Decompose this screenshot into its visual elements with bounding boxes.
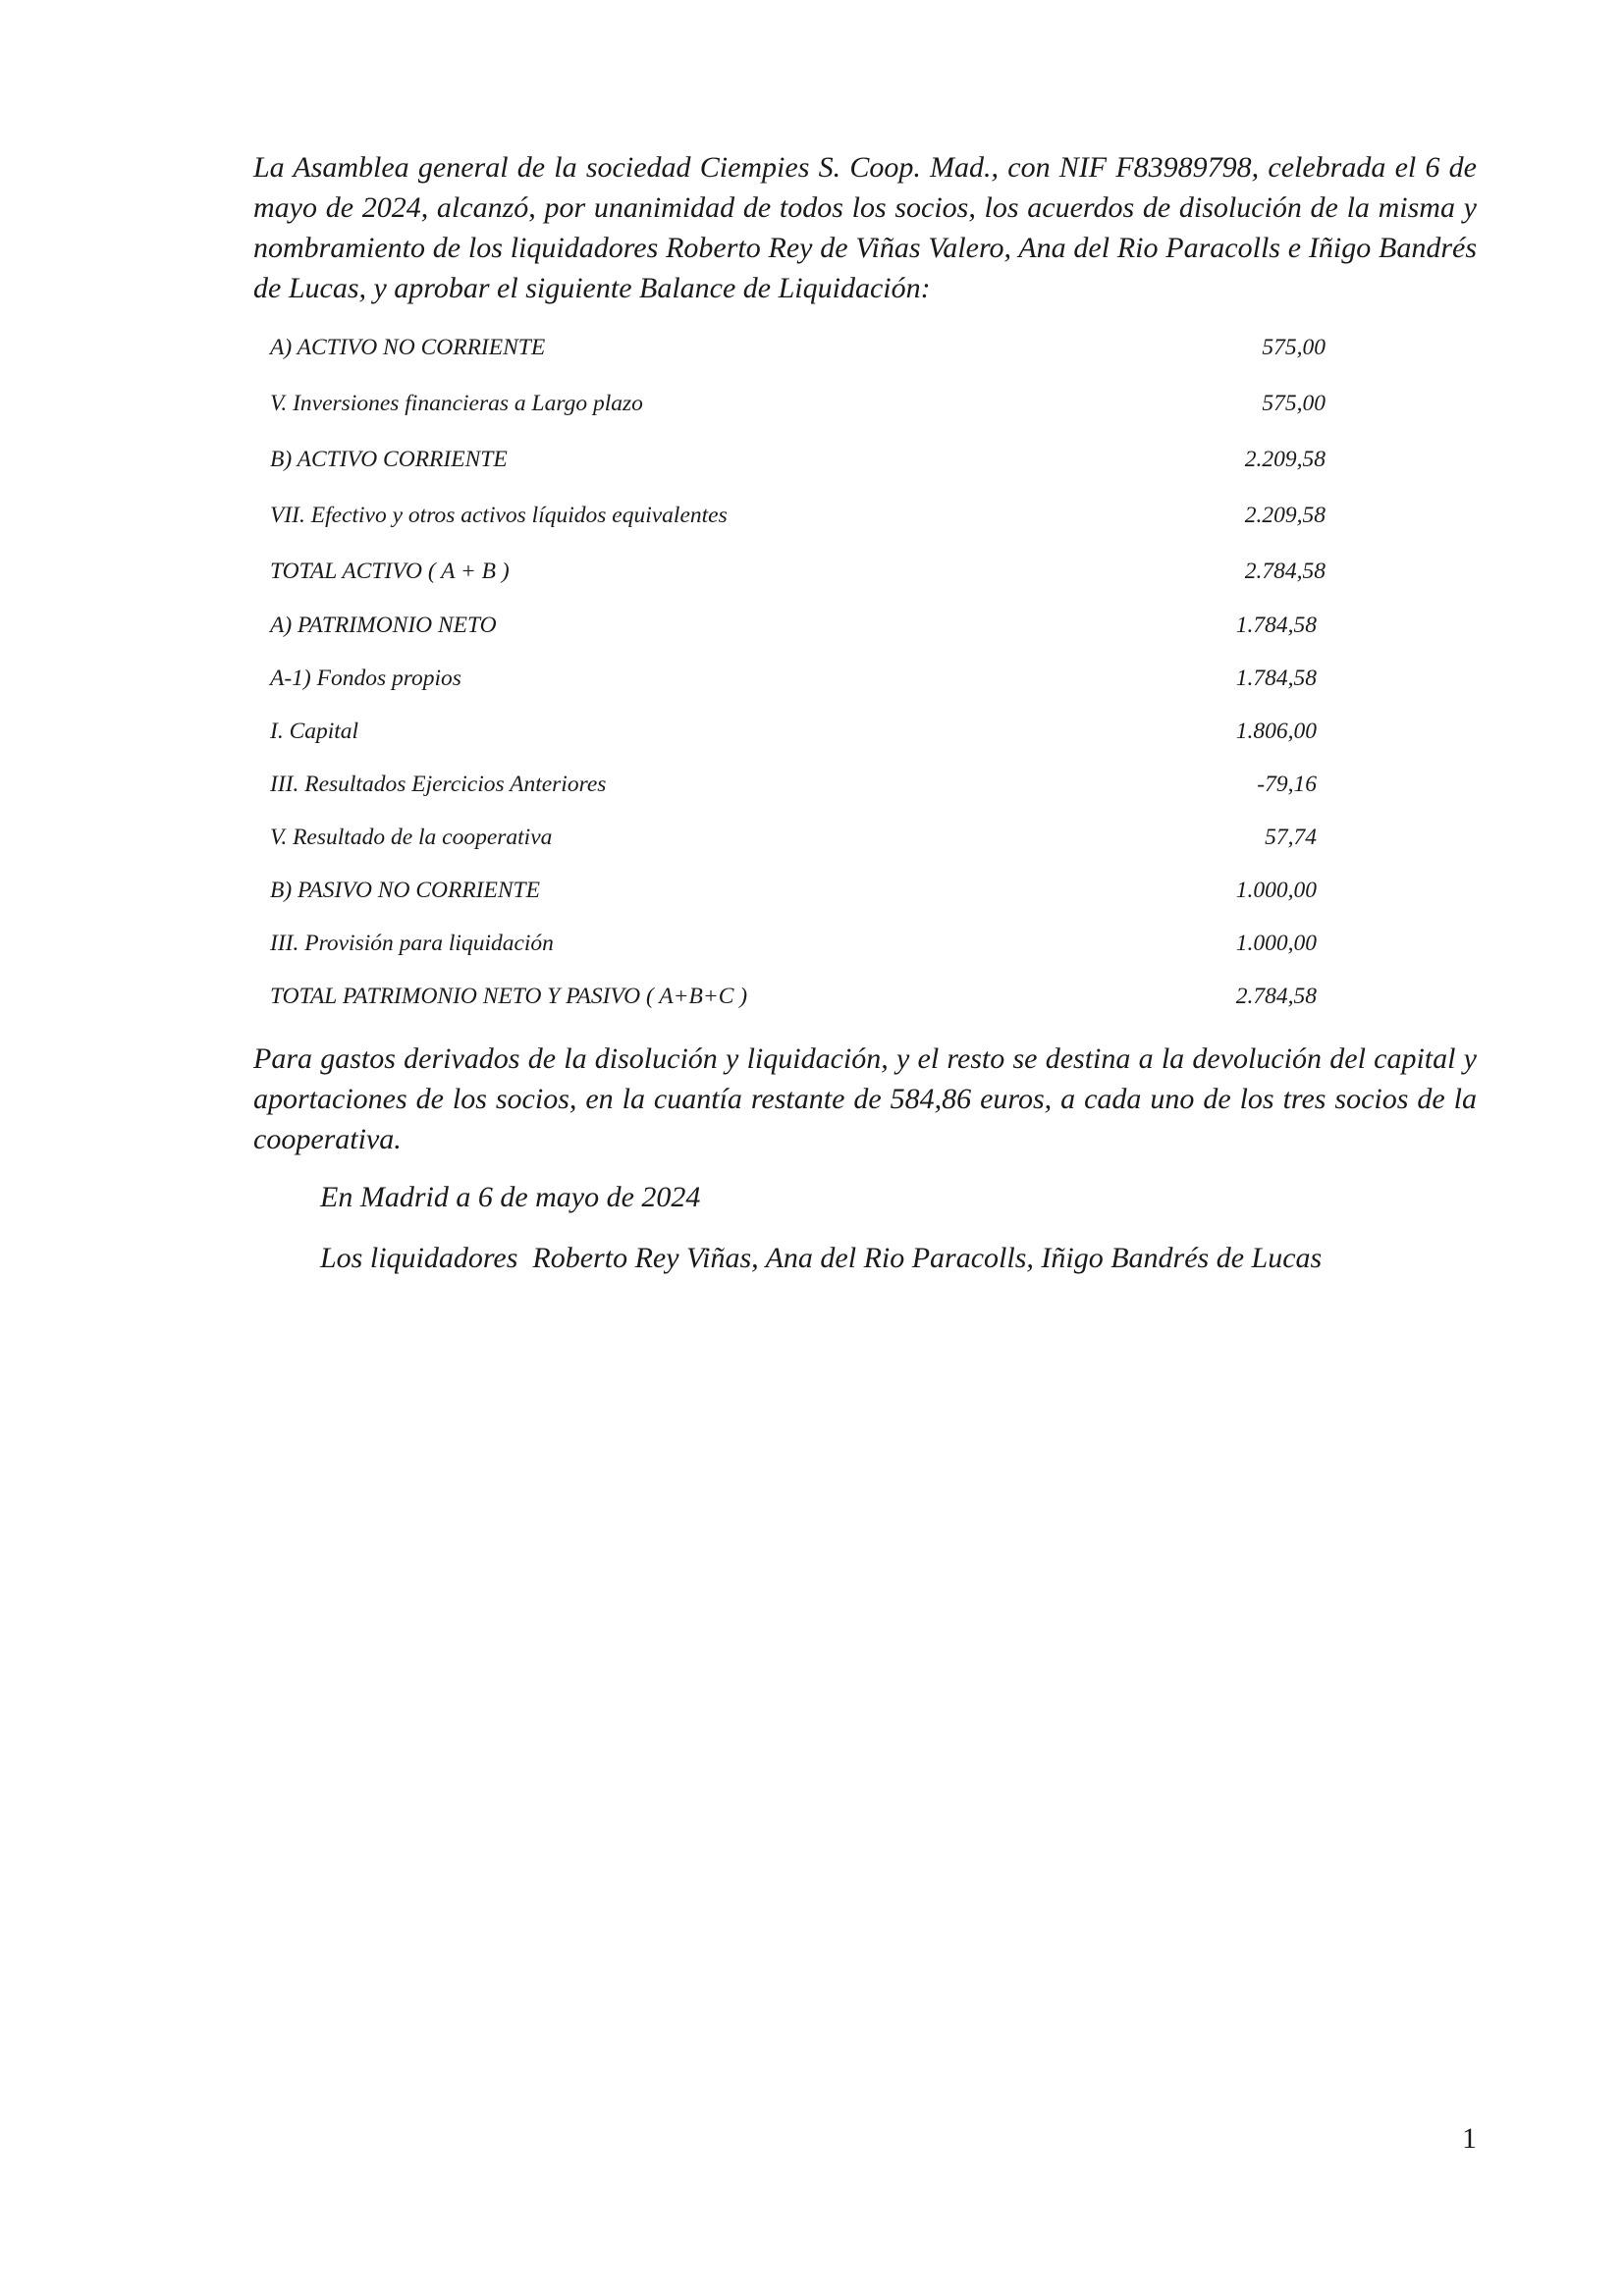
balance-row-value: 57,74 [1265, 825, 1317, 850]
balance-row [270, 555, 1326, 588]
balance-row [270, 387, 1326, 420]
balance-row-value: 2.784,58 [1244, 559, 1326, 584]
balance-row [270, 715, 1317, 748]
balance-row-value: 1.784,58 [1235, 613, 1317, 638]
place-date: En Madrid a 6 de mayo de 2024 [320, 1181, 701, 1213]
balance-row-label: V. Inversiones financieras a Largo plazo [270, 391, 643, 416]
signers-line: Los liquidadores Roberto Rey Viñas, Ana del Rio Paracolls, Iñigo Bandrés de Lucas [320, 1242, 1323, 1274]
balance-row-label: VII. Efectivo y otros activos líquidos equivalentes [270, 503, 728, 528]
balance-row-value: 2.784,58 [1235, 984, 1317, 1009]
balance-row [270, 980, 1317, 1013]
balance-row [270, 443, 1326, 476]
balance-row-value: 1.806,00 [1235, 719, 1317, 744]
balance-row-label: B) ACTIVO CORRIENTE [270, 447, 508, 472]
closing-paragraph: Para gastos derivados de la disolución y liquidación, y el resto se destina a la devolución del capital y aportaciones de los socios, en la cuantía restante de 584,86 euros, a cada uno de los tres socios de la cooperativa. [253, 1042, 1477, 1155]
balance-row-label: TOTAL ACTIVO ( A + B ) [270, 559, 510, 584]
balance-row-label: TOTAL PATRIMONIO NETO Y PASIVO ( A+B+C ) [270, 984, 748, 1009]
balance-row [270, 331, 1326, 364]
intro-paragraph: La Asamblea general de la sociedad Ciempies S. Coop. Mad., con NIF F83989798, celebrada el 6 de mayo de 2024, alcanzó, por unanimidad de todos los socios, los acuerdos de disolución de la misma y nombramiento de los liquidadores Roberto Rey de Viñas Valero, Ana del Rio Paracolls e Iñigo Bandrés de Lucas, y aprobar el siguiente Balance de Liquidación: [253, 151, 1477, 304]
balance-row-value: 1.000,00 [1235, 931, 1317, 956]
balance-row [270, 927, 1317, 960]
balance-row-value: 575,00 [1262, 391, 1326, 416]
balance-row-label: A) PATRIMONIO NETO [270, 613, 497, 638]
balance-row [270, 821, 1317, 854]
balance-row-value: 575,00 [1262, 335, 1326, 360]
balance-row-label: A-1) Fondos propios [270, 666, 461, 691]
balance-row-label: A) ACTIVO NO CORRIENTE [270, 335, 546, 360]
balance-row-value: 2.209,58 [1244, 447, 1326, 472]
balance-row-value: 1.784,58 [1235, 666, 1317, 691]
balance-row [270, 499, 1326, 532]
balance-row-label: I. Capital [270, 719, 359, 744]
balance-row [270, 874, 1317, 907]
balance-row-label: III. Provisión para liquidación [270, 931, 554, 956]
balance-row-value: -79,16 [1257, 772, 1317, 797]
balance-row-value: 2.209,58 [1244, 503, 1326, 528]
page-number: 1 [1462, 2122, 1477, 2155]
balance-row-value: 1.000,00 [1235, 878, 1317, 903]
balance-row-label: B) PASIVO NO CORRIENTE [270, 878, 540, 903]
balance-row [270, 768, 1317, 801]
balance-row-label: III. Resultados Ejercicios Anteriores [270, 772, 607, 797]
balance-row-label: V. Resultado de la cooperativa [270, 825, 553, 850]
balance-row [270, 609, 1317, 642]
balance-row [270, 662, 1317, 695]
